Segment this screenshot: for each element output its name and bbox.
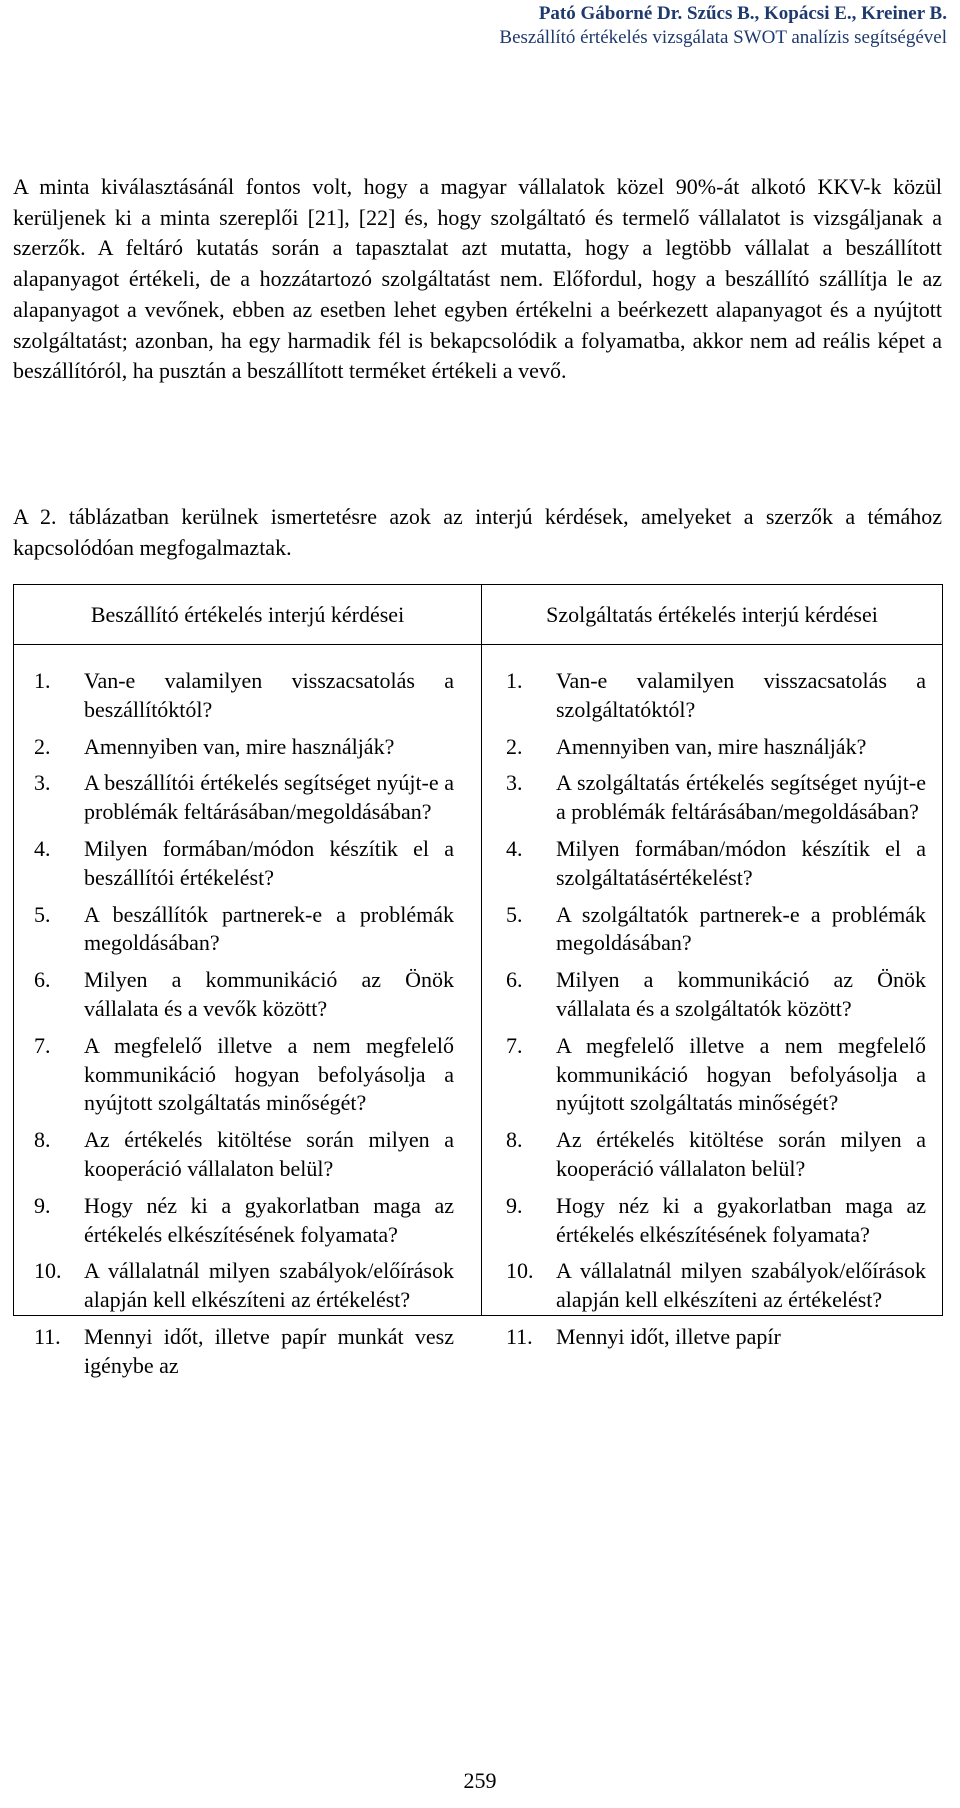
supplier-question-list	[34, 667, 454, 1381]
body-paragraph: A 2. táblázatban kerülnek ismertetésre azok az interjú kérdések, amelyeket a szerzők a témához kapcsolódóan megfogalmaztak.	[13, 504, 942, 560]
header-title: Beszállító értékelés vizsgálata SWOT analízis segítségével	[499, 27, 947, 48]
question-text: A megfelelő illetve a nem megfelelő kommunikáció hogyan befolyásolja a nyújtott szolgáltatás minőségét?	[84, 1032, 454, 1116]
question-number: 4.	[34, 835, 51, 861]
question-item	[34, 901, 454, 959]
question-text: Hogy néz ki a gyakorlatban maga az értékelés elkészítésének folyamata?	[84, 1192, 454, 1247]
question-number: 2.	[34, 733, 51, 759]
question-text: Az értékelés kitöltése során milyen a kooperáció vállalaton belül?	[556, 1127, 926, 1181]
question-text: Milyen a kommunikáció az Önök vállalata és a szolgáltatók között?	[556, 967, 926, 1021]
question-text: A szolgáltatók partnerek-e a problémák megoldásában?	[556, 901, 926, 956]
service-question-list	[506, 667, 926, 1352]
body-paragraph: A minta kiválasztásánál fontos volt, hogy a magyar vállalatok közel 90%-át alkotó KKV-k közül kerüljenek ki a minta szereplői [21], [22] és, hogy szolgáltató és termelő vállalatot is vizsgáljanak a szerzők. A feltáró kutatás során a tapasztalat azt mutatta, hogy a legtöbb vállalat a beszállított alapanyagot értékeli, de a hozzátartozó szolgáltatást nem. Előfordul, hogy a beszállító szállítja le az alapanyagot a vevőnek, ebben az esetben lehet egyben értékelni a beérkezett alapanyagot és a nyújtott szolgáltatást; azonban, ha egy harmadik fél is bekapcsolódik a folyamatba, akkor nem ad reális képet a beszállítóról, ha pusztán a beszállított terméket értékeli a vevő.	[13, 174, 942, 384]
question-number: 8.	[34, 1127, 51, 1153]
question-number: 10.	[506, 1258, 534, 1284]
question-text: A beszállítói értékelés segítséget nyújt-e a problémák feltárásában/megoldásában?	[84, 770, 454, 825]
question-item	[506, 1257, 926, 1315]
question-item	[506, 901, 926, 959]
question-item	[34, 733, 454, 762]
table-header-supplier: Beszállító értékelés interjú kérdései	[14, 585, 482, 645]
question-item	[506, 966, 926, 1024]
question-text: Milyen formában/módon készítik el a beszállítói értékelést?	[84, 835, 454, 890]
question-item	[34, 1126, 454, 1184]
question-text: A szolgáltatás értékelés segítséget nyújt-e a problémák feltárásában/megoldásában?	[556, 770, 926, 825]
question-number: 9.	[34, 1192, 51, 1218]
question-text: A beszállítók partnerek-e a problémák megoldásában?	[84, 901, 454, 956]
question-item	[506, 1032, 926, 1118]
question-item	[34, 835, 454, 893]
question-text: Van-e valamilyen visszacsatolás a beszállítóktól?	[84, 668, 454, 722]
question-number: 5.	[34, 901, 51, 927]
question-text: Hogy néz ki a gyakorlatban maga az értékelés elkészítésének folyamata?	[556, 1192, 926, 1247]
question-item	[34, 1323, 454, 1381]
question-number: 9.	[506, 1192, 523, 1218]
question-number: 10.	[34, 1258, 62, 1284]
question-text: Milyen formában/módon készítik el a szolgáltatásértékelést?	[556, 835, 926, 890]
question-number: 7.	[506, 1032, 523, 1058]
table-header-service: Szolgáltatás értékelés interjú kérdései	[482, 585, 943, 645]
question-number: 11.	[34, 1323, 61, 1349]
question-text: Amennyiben van, mire használják?	[84, 733, 395, 759]
question-text: Milyen a kommunikáció az Önök vállalata és a vevők között?	[84, 967, 454, 1021]
question-number: 8.	[506, 1127, 523, 1153]
question-text: Mennyi időt, illetve papír	[556, 1323, 781, 1349]
question-item	[34, 1192, 454, 1250]
question-item	[506, 1126, 926, 1184]
question-text: A megfelelő illetve a nem megfelelő kommunikáció hogyan befolyásolja a nyújtott szolgáltatás minőségét?	[556, 1032, 926, 1116]
question-item	[506, 1192, 926, 1250]
header-authors: Pató Gáborné Dr. Szűcs B., Kopácsi E., Kreiner B.	[538, 3, 947, 24]
question-number: 6.	[34, 967, 51, 993]
question-item	[506, 835, 926, 893]
question-number: 2.	[506, 733, 523, 759]
supplier-questions-cell	[14, 645, 482, 1378]
question-item	[506, 733, 926, 762]
question-item	[506, 1323, 926, 1352]
question-text: Mennyi időt, illetve papír munkát vesz igénybe az	[84, 1323, 454, 1378]
question-text: Van-e valamilyen visszacsatolás a szolgáltatóktól?	[556, 668, 926, 722]
question-item	[34, 966, 454, 1024]
page-number: 259	[463, 1768, 497, 1793]
question-number: 11.	[506, 1323, 533, 1349]
question-text: A vállalatnál milyen szabályok/előírások alapján kell elkészíteni az értékelést?	[84, 1258, 454, 1313]
question-number: 7.	[34, 1032, 51, 1058]
question-text: Amennyiben van, mire használják?	[556, 733, 867, 759]
service-questions-cell	[482, 645, 943, 1349]
question-item	[34, 769, 454, 827]
question-item	[34, 667, 454, 725]
question-text: Az értékelés kitöltése során milyen a kooperáció vállalaton belül?	[84, 1127, 454, 1181]
running-header	[499, 2, 947, 50]
question-number: 3.	[34, 770, 51, 796]
question-number: 4.	[506, 835, 523, 861]
question-number: 3.	[506, 770, 523, 796]
question-item	[34, 1257, 454, 1315]
question-text: A vállalatnál milyen szabályok/előírások alapján kell elkészíteni az értékelést?	[556, 1258, 926, 1313]
question-item	[506, 667, 926, 725]
interview-questions-table	[13, 584, 943, 1378]
question-item	[34, 1032, 454, 1118]
question-number: 6.	[506, 967, 523, 993]
question-number: 1.	[506, 668, 523, 693]
question-number: 5.	[506, 901, 523, 927]
question-item	[506, 769, 926, 827]
question-number: 1.	[34, 668, 51, 693]
